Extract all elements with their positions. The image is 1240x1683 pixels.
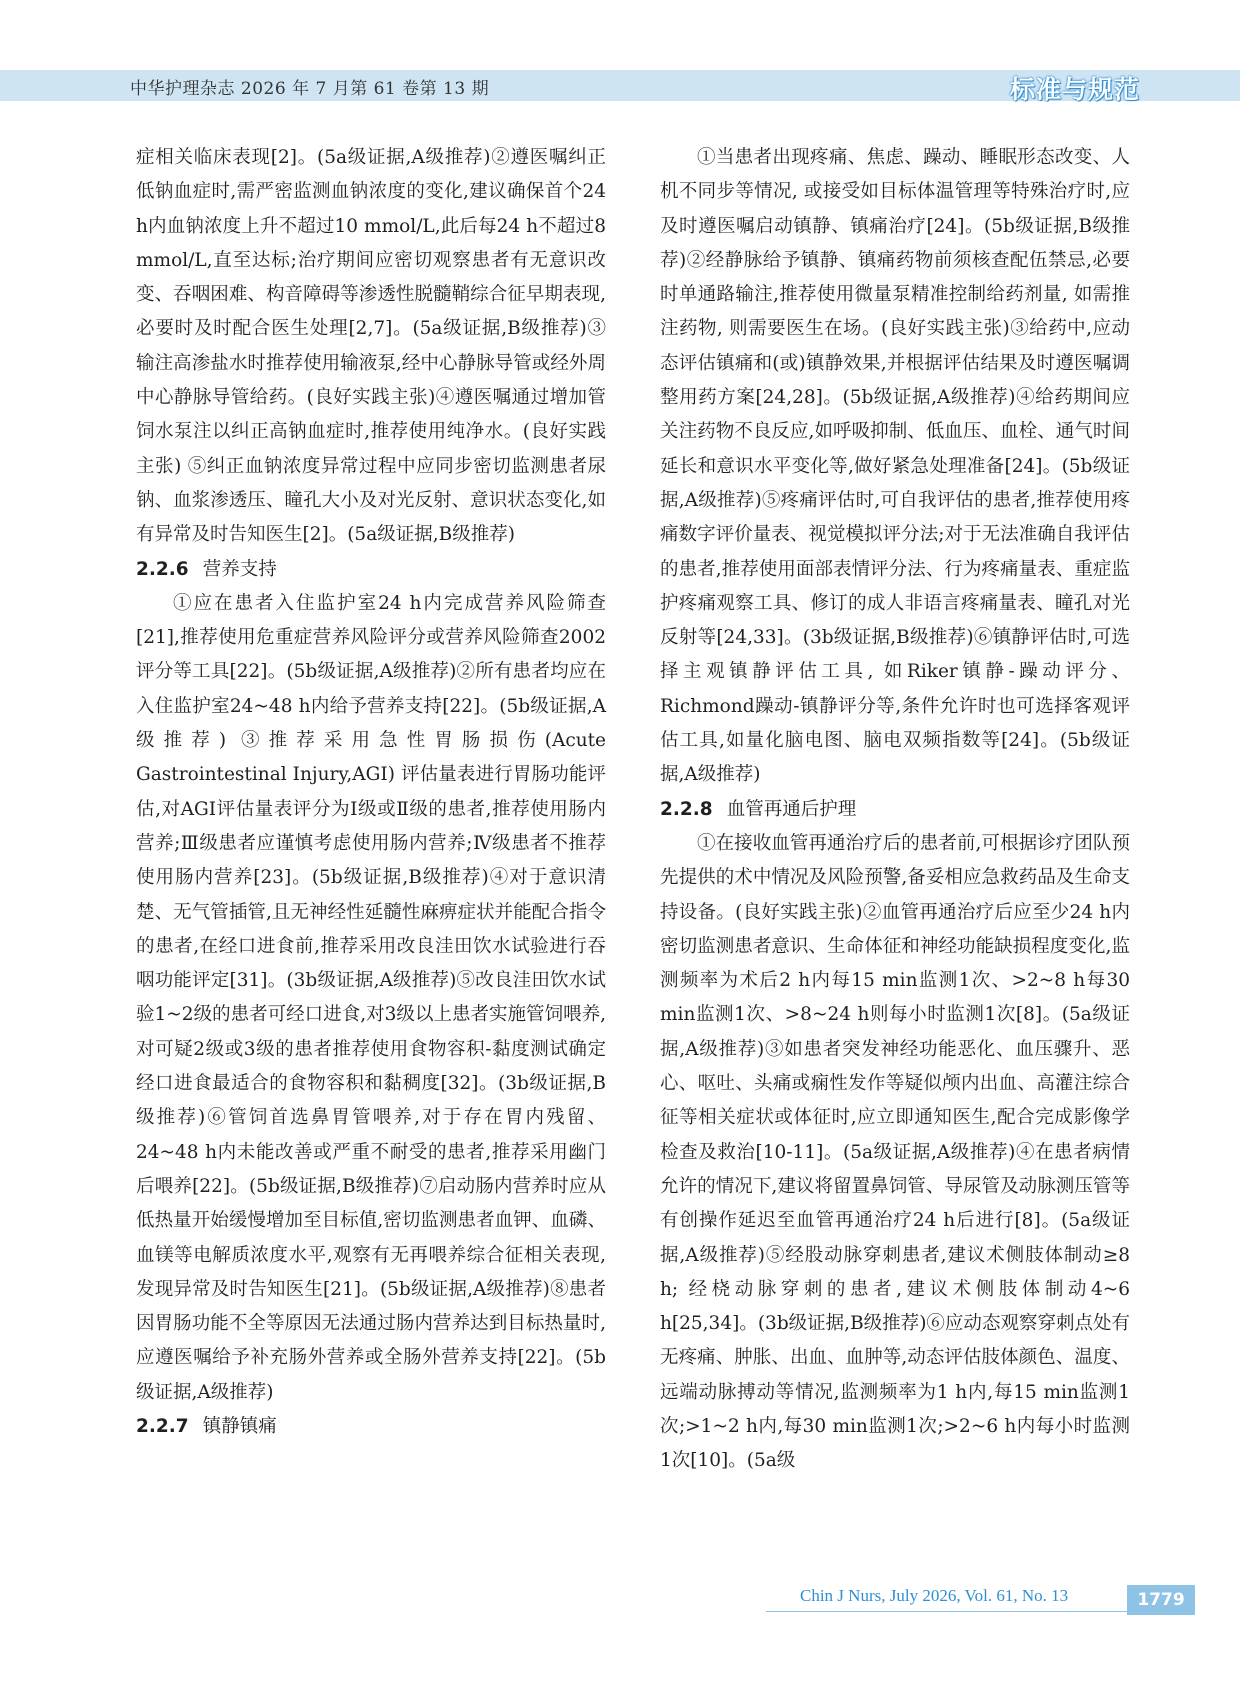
body-paragraph: ①当患者出现疼痛、焦虑、躁动、睡眠形态改变、人机不同步等情况, 或接受如目标体温管理等特殊治疗时,应及时遵医嘱启动镇静、镇痛治疗[24]。(5b级证据,B级推荐)②经静脉给予镇静、镇痛药物前须核查配伍禁忌,必要时单通路输注,推荐使用微量泵精准控制给药剂量, 如需推注药物, 则需要医生在场。(良好实践主张)③给药中,应动态评估镇痛和(或)镇静效果,并根据评估结果及时遵医嘱调整用药方案[24,28]。(5b级证据,A级推荐)④给药期间应关注药物不良反应,如呼吸抑制、低血压、血栓、通气时间延长和意识水平变化等,做好紧急处理准备[24]。(5b级证据,A级推荐)⑤疼痛评估时,可自我评估的患者,推荐使用疼痛数字评价量表、视觉模拟评分法;对于无法准确自我评估的患者,推荐使用面部表情评分法、行为疼痛量表、重症监护疼痛观察工具、修订的成人非语言疼痛量表、瞳孔对光反射等[24,33]。(3b级证据,B级推荐)⑥镇静评估时,可选择主观镇静评估工具, 如Riker镇静-躁动评分、Richmond躁动-镇静评分等,条件允许时也可选择客观评估工具,如量化脑电图、脑电双频指数等[24]。(5b级证据,A级推荐) bbox=[660, 147, 1130, 786]
body-paragraph: ①应在患者入住监护室24 h内完成营养风险筛查[21],推荐使用危重症营养风险评分或营养风险筛查2002评分等工具[22]。(5b级证据,A级推荐)②所有患者均应在入住监护室24~48 h内给予营养支持[22]。(5b级证据,A级推荐) ③推荐采用急性胃肠损伤(Acute Gastrointestinal Injury,AGI) 评估量表进行胃肠功能评估,对AGI评估量表评分为Ⅰ级或Ⅱ级的患者,推荐使用肠内营养;Ⅲ级患者应谨慎考虑使用肠内营养;Ⅳ级患者不推荐使用肠内营养[23]。(5b级证据,B级推荐)④对于意识清楚、无气管插管,且无神经性延髓性麻痹症状并能配合指令的患者,在经口进食前,推荐采用改良洼田饮水试验进行吞咽功能评定[31]。(3b级证据,A级推荐)⑤改良洼田饮水试验1~2级的患者可经口进食,对3级以上患者实施管饲喂养,对可疑2级或3级的患者推荐使用食物容积-黏度测试确定经口进食最适合的食物容积和黏稠度[32]。(3b级证据,B级推荐)⑥管饲首选鼻胃管喂养,对于存在胃内残留、24~48 h内未能改善或严重不耐受的患者,推荐采用幽门后喂养[22]。(5b级证据,B级推荐)⑦启动肠内营养时应从低热量开始缓慢增加至目标值,密切监测患者血钾、血磷、血镁等电解质浓度水平,观察有无再喂养综合征相关表现,发现异常及时告知医生[21]。(5b级证据,A级推荐)⑧患者因胃肠功能不全等原因无法通过肠内营养达到目标热量时,应遵医嘱给予补充肠外营养或全肠外营养支持[22]。(5b级证据,A级推荐) bbox=[136, 592, 606, 1403]
header-bar bbox=[0, 70, 1240, 104]
body-paragraph: ①在接收血管再通治疗后的患者前,可根据诊疗团队预先提供的术中情况及风险预警,备妥相应急救药品及生命支持设备。(良好实践主张)②血管再通治疗后应至少24 h内密切监测患者意识、生命体征和神经功能缺损程度变化,监测频率为术后2 h内每15 min监测1次、>2~8 h每30 min监测1次、>8~24 h则每小时监测1次[8]。(5a级证据,A级推荐)③如患者突发神经功能恶化、血压骤升、恶心、呕吐、头痛或痫性发作等疑似颅内出血、高灌注综合征等相关症状或体征时,应立即通知医生,配合完成影像学检查及救治[10-11]。(5a级证据,A级推荐)④在患者病情允许的情况下,建议将留置鼻饲管、导尿管及动脉测压管等有创操作延迟至血管再通治疗24 h后进行[8]。(5a级证据,A级推荐)⑤经股动脉穿刺患者,建议术侧肢体制动≥8 h; 经桡动脉穿刺的患者,建议术侧肢体制动4~6 h[25,34]。(3b级证据,B级推荐)⑥应动态观察穿刺点处有无疼痛、肿胀、出血、血肿等,动态评估肢体颜色、温度、远端动脉搏动等情况,监测频率为1 h内,每15 min监测1次;>1~2 h内,每30 min监测1次;>2~6 h内每小时监测1次[10]。(5a级 bbox=[660, 832, 1130, 1472]
section-heading bbox=[136, 553, 606, 587]
page-number: 1779 bbox=[1127, 1585, 1195, 1615]
body-paragraph: 症相关临床表现[2]。(5a级证据,A级推荐)②遵医嘱纠正低钠血症时,需严密监测血钠浓度的变化,建议确保首个24 h内血钠浓度上升不超过10 mmol/L,此后每24 h不超过8 mmol/L,直至达标;治疗期间应密切观察患者有无意识改变、吞咽困难、构音障碍等渗透性脱髓鞘综合征早期表现,必要时及时配合医生处理[2,7]。(5a级证据,B级推荐)③输注高渗盐水时推荐使用输液泵,经中心静脉导管或经外周中心静脉导管给药。(良好实践主张)④遵医嘱通过增加管饲水泵注以纠正高钠血症时,推荐使用纯净水。(良好实践主张) ⑤纠正血钠浓度异常过程中应同步密切监测患者尿钠、血浆渗透压、瞳孔大小及对光反射、意识状态变化,如有异常及时告知医生[2]。(5a级证据,B级推荐) bbox=[136, 147, 606, 546]
section-number: 2.2.8 bbox=[660, 798, 713, 820]
left-column bbox=[136, 141, 606, 1444]
section-title: 血管再通后护理 bbox=[726, 798, 857, 820]
section-title: 标准与规范 bbox=[1009, 75, 1140, 104]
section-number: 2.2.6 bbox=[136, 558, 189, 580]
journal-issue: 中华护理杂志 2026 年 7 月第 61 卷第 13 期 bbox=[130, 79, 490, 99]
footer-rule bbox=[766, 1611, 1136, 1612]
section-number: 2.2.7 bbox=[136, 1415, 189, 1437]
footer-citation: Chin J Nurs, July 2026, Vol. 61, No. 13 bbox=[800, 1586, 1069, 1605]
section-heading bbox=[136, 1410, 606, 1444]
section-heading bbox=[660, 793, 1130, 827]
section-title: 镇静镇痛 bbox=[202, 1415, 277, 1437]
right-column bbox=[660, 141, 1130, 1479]
section-title: 营养支持 bbox=[202, 558, 277, 580]
